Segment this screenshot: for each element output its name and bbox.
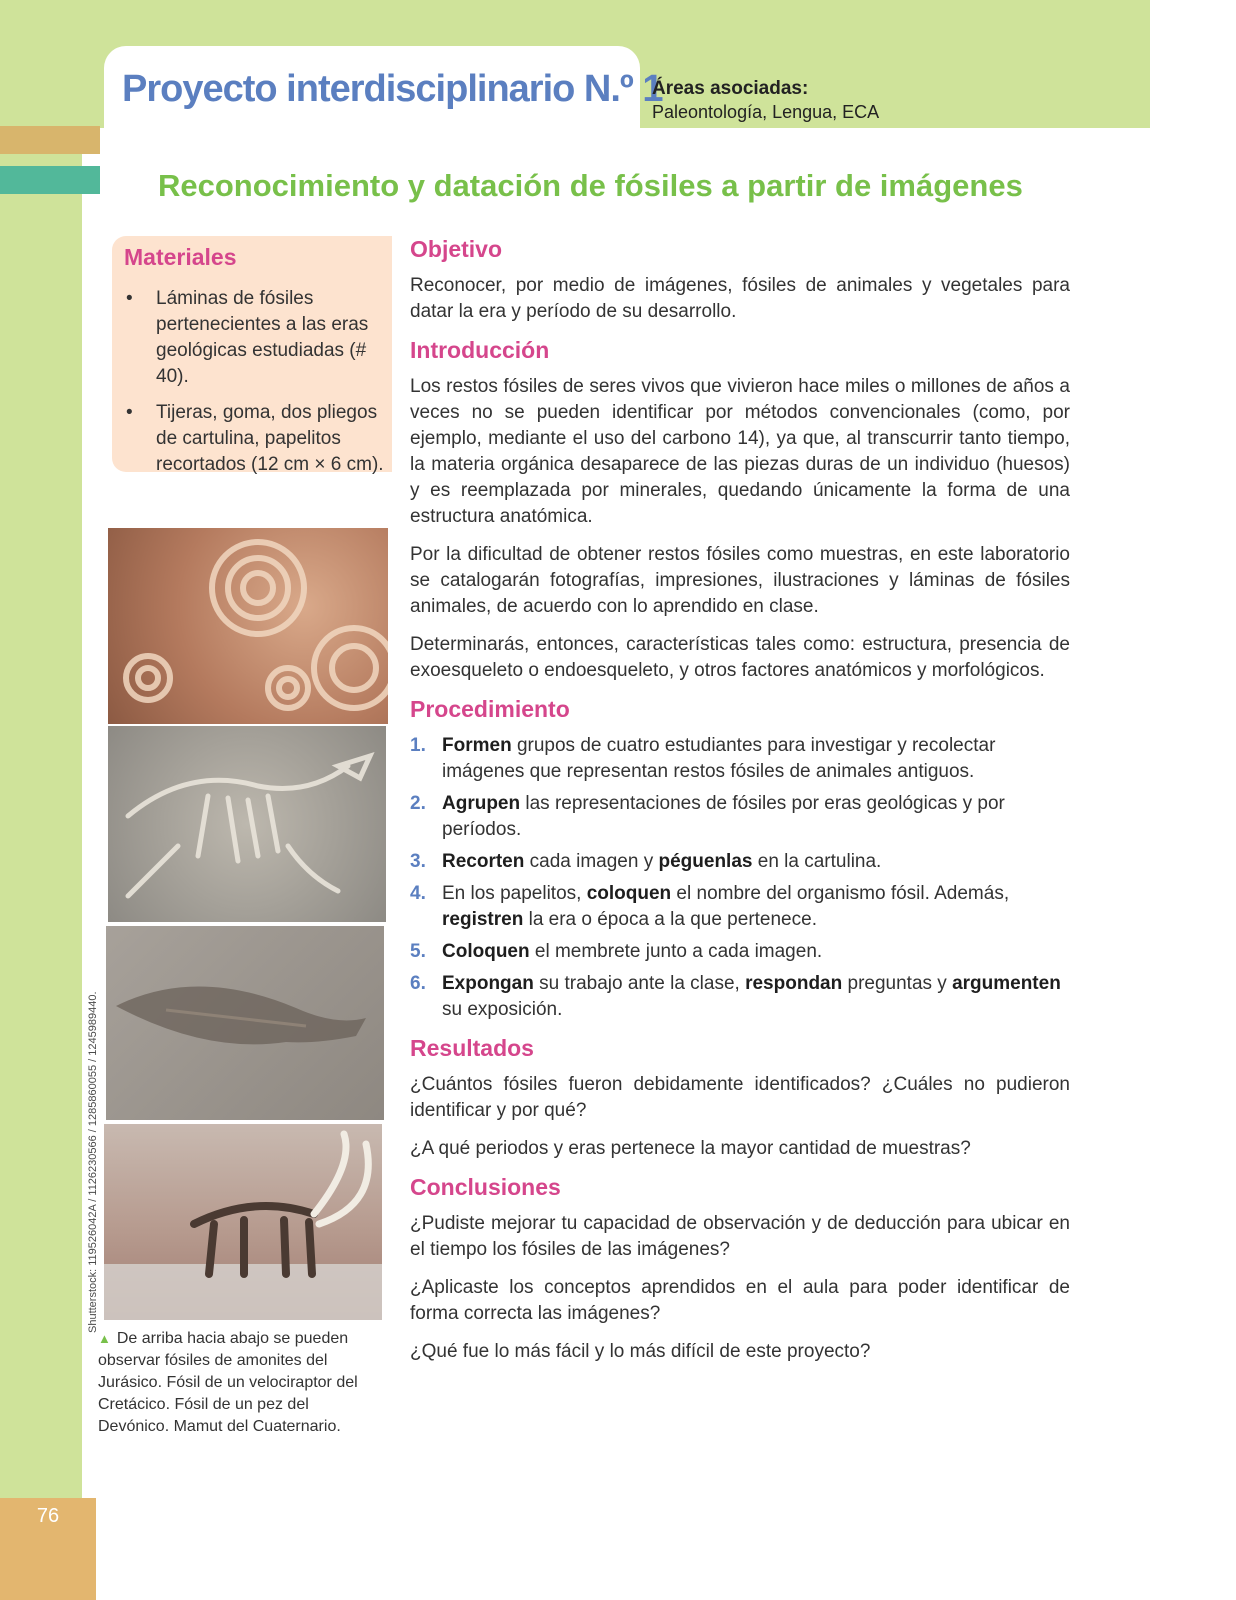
- areas-value: Paleontología, Lengua, ECA: [652, 102, 880, 122]
- ammonite-fossil-photo: [108, 528, 388, 724]
- step-text: en la cartulina.: [752, 851, 882, 872]
- procedure-step: [410, 971, 1070, 1023]
- photo-caption: [98, 1328, 370, 1438]
- step-verb: argumenten: [952, 973, 1061, 994]
- fish-fossil-photo: [106, 926, 384, 1120]
- objetivo-text: Reconocer, por medio de imágenes, fósiles de animales y vegetales para datar la era y período de su desarrollo.: [410, 275, 1070, 322]
- procedimiento-title: Procedimiento: [410, 696, 570, 722]
- triangle-icon: ▲: [98, 1331, 111, 1346]
- step-verb: Formen: [442, 735, 512, 756]
- step-verb: respondan: [745, 973, 843, 994]
- introduccion-paragraph: Los restos fósiles de seres vivos que vivieron hace miles o millones de años a veces no se pueden identificar por métodos convencionales (como, por ejemplo, mediante el uso del carbono 14), ya que, al transcurrir tanto tiempo, la materia orgánica desaparece de las piezas duras de un individuo (huesos) y es reemplazada por minerales, quedando únicamente la forma de una estructura anatómica.: [410, 376, 1070, 527]
- step-text: su trabajo ante la clase,: [533, 973, 746, 994]
- step-text: grupos de cuatro estudiantes para investigar y recolectar imágenes que representan restos fósiles de animales antiguos.: [442, 735, 996, 782]
- procedure-steps: [410, 733, 1070, 1023]
- resultados-question: ¿A qué periodos y eras pertenece la mayor cantidad de muestras?: [410, 1138, 971, 1159]
- objetivo-title: Objetivo: [410, 236, 503, 262]
- left-margin-band: [0, 0, 82, 1600]
- step-verb: coloquen: [586, 883, 672, 904]
- procedure-step: [410, 849, 1070, 875]
- procedure-step: [410, 939, 1070, 965]
- materials-item: • Tijeras, goma, dos pliegos de cartulina, papelitos recortados (12 cm × 6 cm).: [126, 400, 386, 478]
- areas-label: Áreas asociadas:: [652, 78, 809, 99]
- resultados-question: ¿Cuántos fósiles fueron debidamente identificados? ¿Cuáles no pudieron identificar y por qué?: [410, 1074, 1070, 1121]
- procedure-step: [410, 881, 1070, 933]
- project-title: Proyecto interdisciplinario N.º 1: [122, 68, 663, 110]
- step-text: la era o época a la que pertenece.: [523, 909, 817, 930]
- photo-credit: Shutterstock: 119526042A / 1126230566 / 1285860055 / 1245989440.: [87, 991, 99, 1333]
- materials-list: [126, 286, 386, 488]
- step-text: el nombre del organismo fósil. Además,: [671, 883, 1010, 904]
- conclusiones-question: ¿Aplicaste los conceptos aprendidos en el aula para poder identificar de forma correcta las imágenes?: [410, 1277, 1070, 1324]
- step-verb: Agrupen: [442, 793, 521, 814]
- step-text: preguntas y: [842, 973, 953, 994]
- step-verb: péguenlas: [658, 851, 753, 872]
- step-verb: Coloquen: [442, 941, 530, 962]
- associated-areas: [652, 78, 879, 123]
- step-text: su exposición.: [442, 999, 563, 1020]
- caption-text: De arriba hacia abajo se pueden observar fósiles de amonites del Jurásico. Fósil de un velociraptor del Cretácico. Fósil de un pez del Devónico. Mamut del Cuaternario.: [98, 1330, 358, 1435]
- resultados-title: Resultados: [410, 1035, 534, 1061]
- step-number: 3.: [410, 851, 426, 872]
- step-verb: Expongan: [442, 973, 534, 994]
- step-verb: Recorten: [442, 851, 525, 872]
- page-title: Reconocimiento y datación de fósiles a partir de imágenes: [158, 168, 1023, 203]
- introduccion-title: Introducción: [410, 337, 550, 363]
- decor-stripe-teal: [0, 166, 100, 194]
- conclusiones-question: ¿Pudiste mejorar tu capacidad de observación y de deducción para ubicar en el tiempo los fósiles de las imágenes?: [410, 1213, 1070, 1260]
- step-number: 2.: [410, 793, 426, 814]
- step-number: 1.: [410, 735, 426, 756]
- introduccion-paragraph: Determinarás, entonces, características tales como: estructura, presencia de exoesqueleto o endoesqueleto, y otros factores anatómicos y morfológicos.: [410, 634, 1070, 681]
- decor-stripe-orange: [0, 126, 100, 154]
- materials-item: • Láminas de fósiles pertenecientes a las eras geológicas estudiadas (# 40).: [126, 286, 386, 390]
- step-text: En los papelitos,: [442, 883, 587, 904]
- step-text: cada imagen y: [524, 851, 659, 872]
- procedure-step: [410, 733, 1070, 785]
- step-text: las representaciones de fósiles por eras geológicas y por períodos.: [442, 793, 1005, 840]
- step-number: 5.: [410, 941, 426, 962]
- step-text: el membrete junto a cada imagen.: [529, 941, 823, 962]
- page-number: 76: [36, 1505, 60, 1527]
- main-content: [410, 236, 1070, 1377]
- materials-title: Materiales: [124, 244, 237, 270]
- mammoth-skeleton-photo: [104, 1124, 382, 1320]
- procedure-step: [410, 791, 1070, 843]
- conclusiones-title: Conclusiones: [410, 1174, 561, 1200]
- conclusiones-question: ¿Qué fue lo más fácil y lo más difícil de este proyecto?: [410, 1341, 871, 1362]
- introduccion-paragraph: Por la dificultad de obtener restos fósiles como muestras, en este laboratorio se catalogarán fotografías, impresiones, ilustraciones y láminas de fósiles animales, de acuerdo con lo aprendido en clase.: [410, 544, 1070, 617]
- velociraptor-fossil-photo: [108, 726, 386, 922]
- step-number: 4.: [410, 883, 426, 904]
- step-number: 6.: [410, 973, 426, 994]
- step-verb: registren: [442, 909, 524, 930]
